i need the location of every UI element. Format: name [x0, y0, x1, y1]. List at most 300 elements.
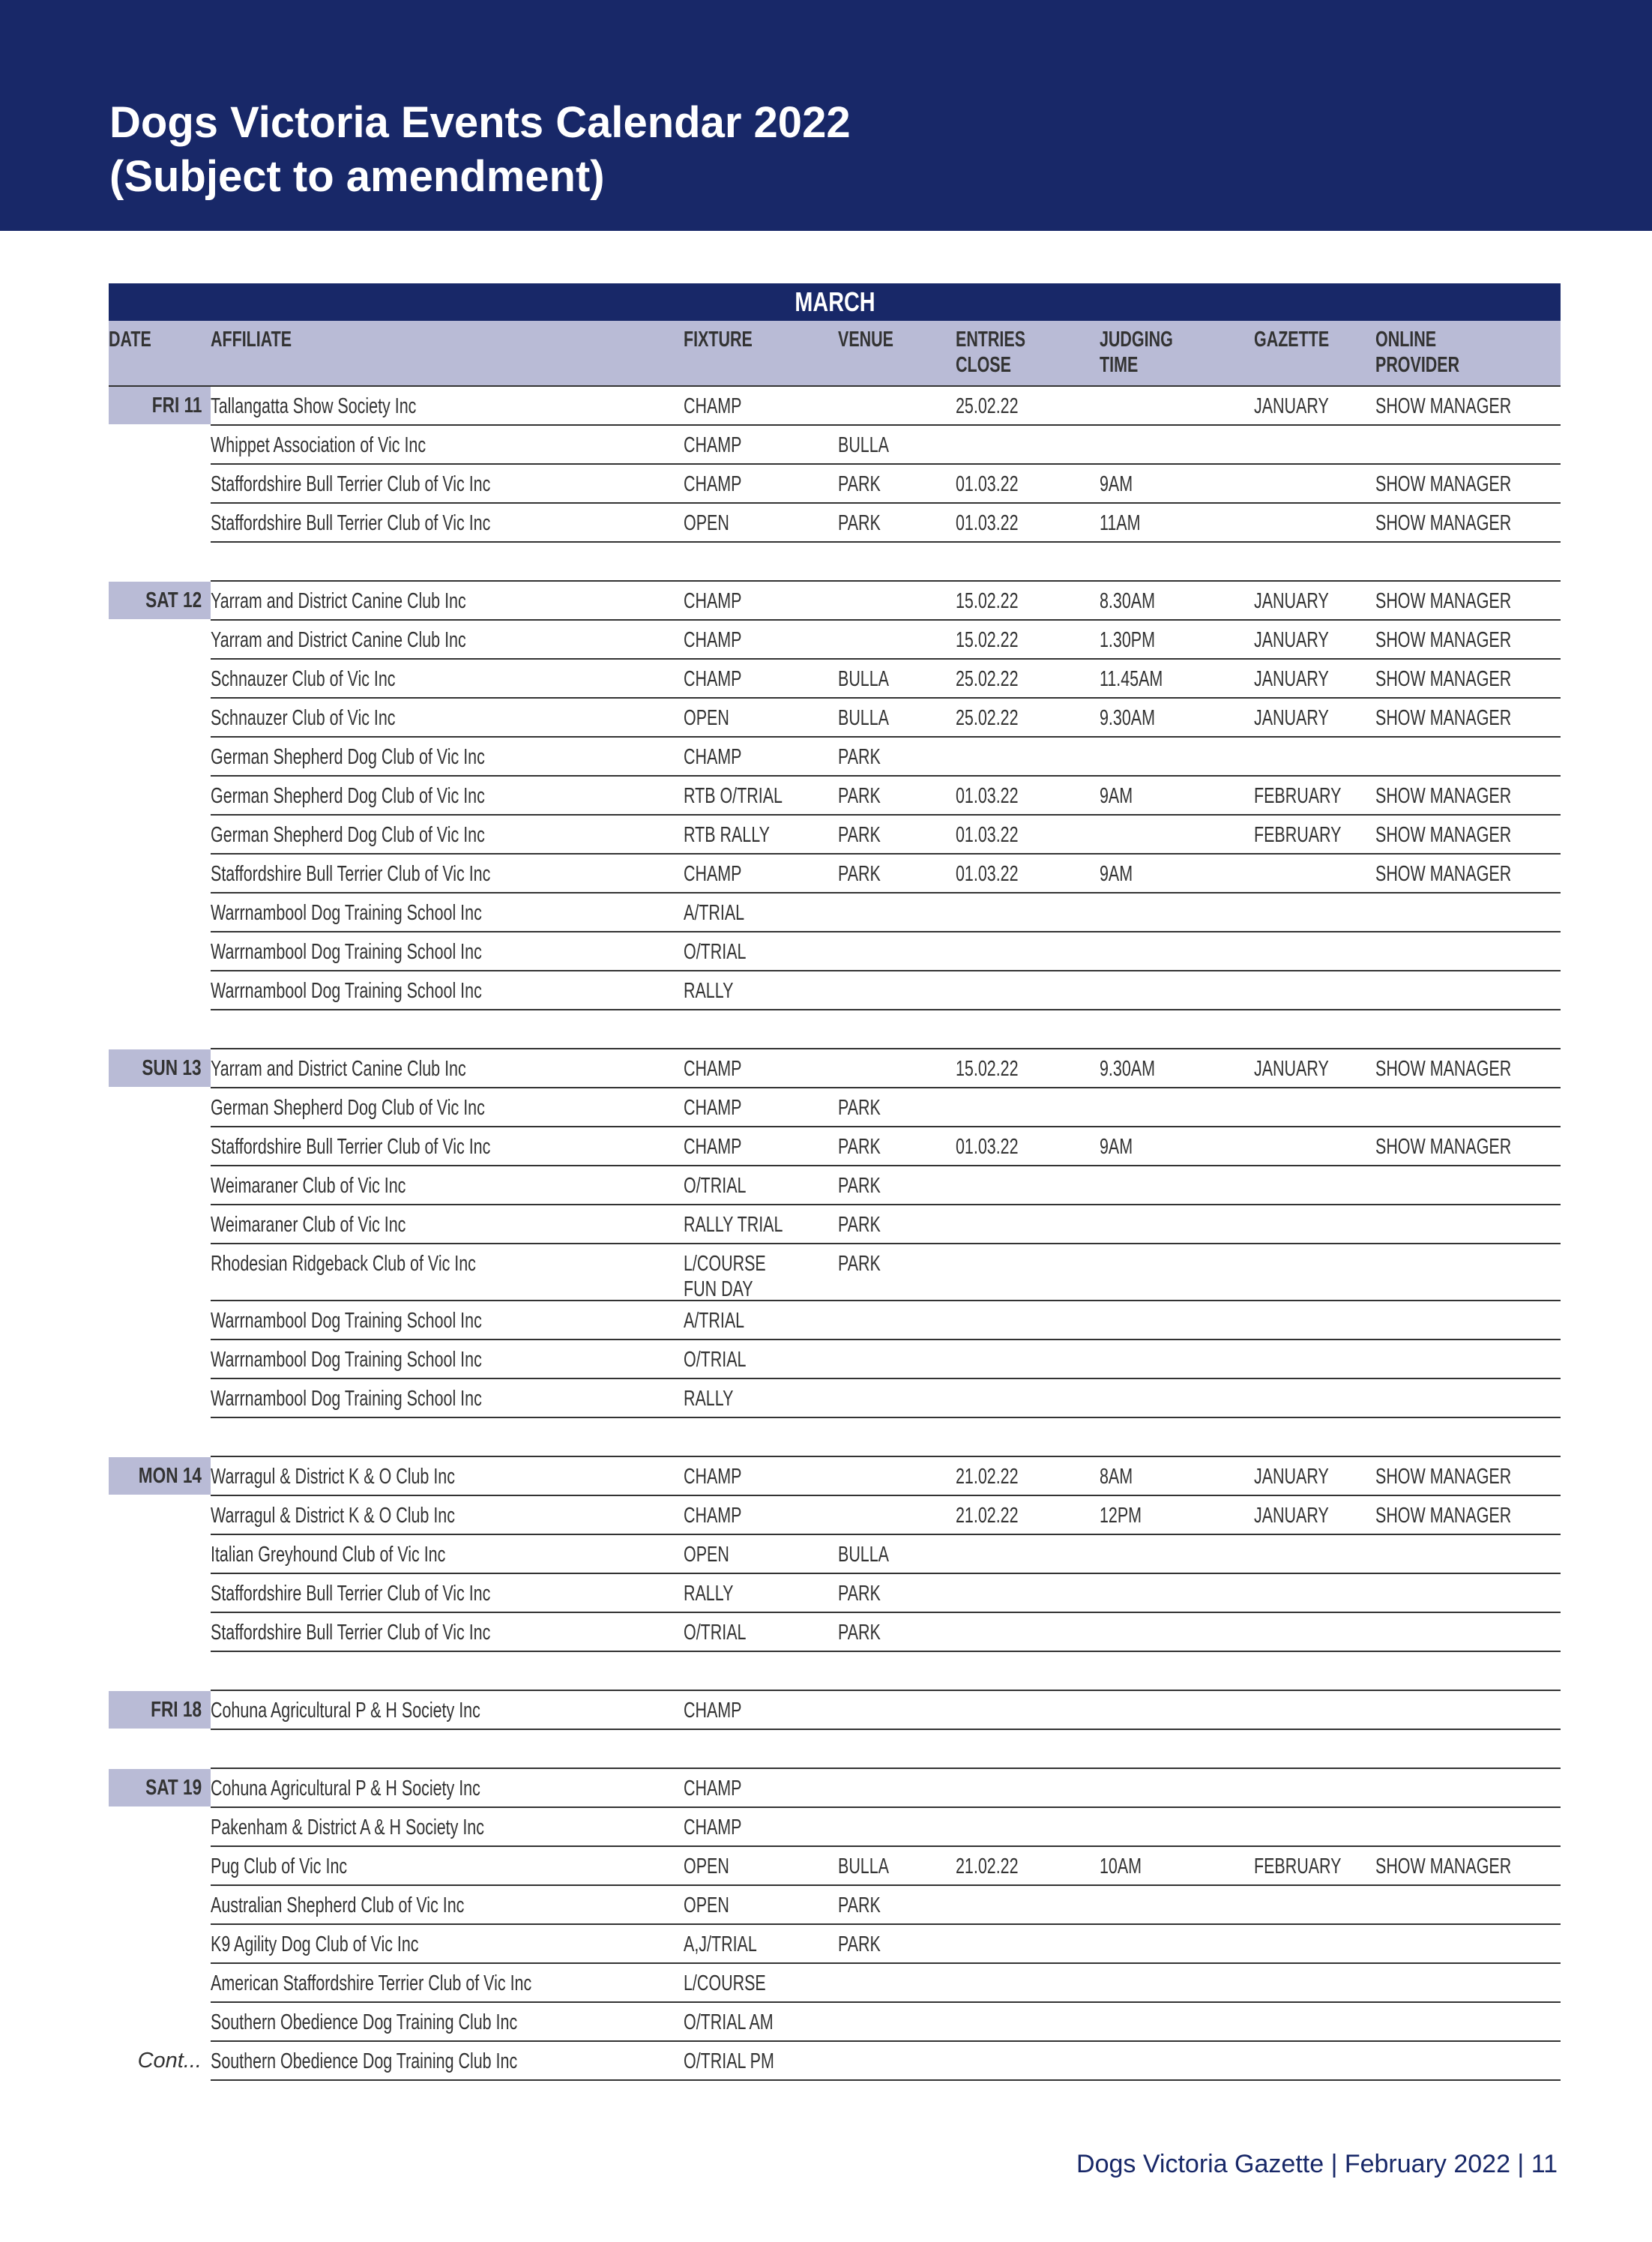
date-label: FRI 18: [151, 1698, 202, 1722]
online-provider-cell: [1375, 588, 1559, 614]
fixture-cell: [684, 1464, 762, 1489]
divider: [211, 541, 1561, 543]
fixture-cell: [684, 510, 745, 536]
gazette-text: GAZETTE: [1254, 328, 1330, 352]
fixture-text: O/TRIAL PM: [684, 2049, 774, 2073]
entries-close-text: 01.03.22: [956, 1135, 1019, 1159]
venue-text: PARK: [838, 1252, 881, 1276]
online-provider-cell: [1375, 1464, 1559, 1489]
affiliate-text: Warrnambool Dog Training School Inc: [211, 901, 482, 925]
date-badge: [109, 582, 211, 619]
affiliate-cell: [211, 588, 555, 614]
fixture-text: RALLY: [684, 1387, 734, 1411]
affiliate-text: Pug Club of Vic Inc: [211, 1854, 348, 1878]
fixture-text: O/TRIAL: [684, 940, 747, 964]
venue-cell: [838, 666, 907, 692]
fixture-cell: [684, 1173, 768, 1199]
fixture-text: OPEN: [684, 1854, 729, 1878]
affiliate-cell: [211, 1212, 474, 1238]
fixture-text: CHAMP: [684, 628, 742, 652]
table-row: [109, 504, 1561, 543]
month-label: MARCH: [794, 286, 875, 317]
gazette-text: JANUARY: [1254, 667, 1329, 691]
affiliate-cell: [211, 394, 489, 419]
affiliate-text: AFFILIATE: [211, 328, 292, 352]
online-provider-cell: [1375, 1134, 1559, 1160]
affiliate-text: German Shepherd Dog Club of Vic Inc: [211, 745, 485, 769]
affiliate-text: Warrnambool Dog Training School Inc: [211, 1348, 482, 1372]
gazette-text: JANUARY: [1254, 394, 1329, 418]
judging-time-text: 11AM: [1100, 511, 1141, 535]
fixture-cell: [684, 822, 800, 848]
table-row: [109, 1340, 1561, 1379]
judging-time-text: 9.30AM: [1100, 1057, 1155, 1081]
table-row: [109, 777, 1561, 816]
group-spacer: [109, 543, 1561, 582]
fixture-text: FIXTURE: [684, 328, 753, 352]
affiliate-text: Cohuna Agricultural P & H Society Inc: [211, 1777, 480, 1800]
judging-time-text: 9.30AM: [1100, 706, 1155, 730]
gazette-cell: [1254, 822, 1372, 848]
affiliate-text: K9 Agility Dog Club of Vic Inc: [211, 1932, 419, 1956]
venue-text: PARK: [838, 745, 881, 769]
judging-time-cell: [1100, 627, 1175, 653]
date-badge: [109, 1049, 211, 1087]
affiliate-cell: [211, 744, 581, 770]
date-label: MON 14: [138, 1464, 202, 1488]
online-provider-text: SHOW MANAGER: [1375, 1135, 1512, 1159]
affiliate-text: Whippet Association of Vic Inc: [211, 433, 426, 457]
fixture-cell: [684, 1347, 768, 1372]
venue-cell: [838, 1095, 896, 1121]
table-row: [109, 1205, 1561, 1244]
online-provider-cell: [1375, 394, 1559, 419]
fixture-cell: [684, 1971, 795, 1996]
divider: [211, 2079, 1561, 2081]
entries-close-cell: [956, 861, 1040, 887]
venue-cell: [838, 1212, 896, 1238]
fixture-cell: [684, 1542, 745, 1567]
fixture-text: L/COURSE FUN DAY: [684, 1252, 766, 1301]
table-row: [109, 816, 1561, 855]
gazette-text: JANUARY: [1254, 589, 1329, 613]
table-row: [109, 1244, 1561, 1301]
judging-time-cell: [1100, 705, 1175, 731]
fixture-cell: [684, 978, 751, 1004]
affiliate-text: American Staffordshire Terrier Club of Vic Inc: [211, 1971, 532, 1995]
judging-time-cell: [1100, 327, 1199, 378]
events-table: [109, 283, 1561, 2081]
judging-time-text: 8AM: [1100, 1465, 1133, 1489]
fixture-text: OPEN: [684, 1893, 729, 1917]
fixture-cell: [684, 433, 762, 458]
affiliate-cell: [211, 1971, 645, 1996]
affiliate-text: Weimaraner Club of Vic Inc: [211, 1213, 406, 1237]
entries-close-text: 15.02.22: [956, 589, 1019, 613]
affiliate-cell: [211, 433, 501, 458]
affiliate-text: Schnauzer Club of Vic Inc: [211, 706, 396, 730]
judging-time-text: 12PM: [1100, 1504, 1142, 1528]
fixture-cell: [684, 1134, 762, 1160]
online-provider-text: SHOW MANAGER: [1375, 394, 1512, 418]
affiliate-text: German Shepherd Dog Club of Vic Inc: [211, 784, 485, 808]
group-spacer: [109, 1418, 1561, 1457]
entries-close-cell: [956, 510, 1040, 536]
fixture-text: O/TRIAL AM: [684, 2010, 774, 2034]
affiliate-text: Staffordshire Bull Terrier Club of Vic Inc: [211, 511, 491, 535]
date-badge: [109, 1457, 211, 1495]
affiliate-cell: [211, 510, 589, 536]
affiliate-cell: [211, 705, 460, 731]
affiliate-text: Yarram and District Canine Club Inc: [211, 1057, 466, 1081]
affiliate-text: Staffordshire Bull Terrier Club of Vic Inc: [211, 862, 491, 886]
affiliate-text: Australian Shepherd Club of Vic Inc: [211, 1893, 465, 1917]
fixture-text: CHAMP: [684, 1057, 742, 1081]
venue-text: BULLA: [838, 1854, 889, 1878]
judging-time-text: 9AM: [1100, 1135, 1133, 1159]
fixture-text: CHAMP: [684, 1815, 742, 1839]
fixture-cell: [684, 1854, 745, 1879]
table-row: [109, 426, 1561, 465]
venue-cell: [838, 1542, 907, 1567]
table-row: [109, 1535, 1561, 1574]
fixture-cell: [684, 1932, 783, 1957]
table-row: [109, 465, 1561, 504]
fixture-cell: [684, 327, 777, 352]
venue-cell: [838, 1251, 896, 1277]
fixture-text: CHAMP: [684, 1504, 742, 1528]
fixture-cell: [684, 900, 766, 926]
fixture-text: OPEN: [684, 706, 729, 730]
venue-cell: [838, 861, 896, 887]
venue-text: PARK: [838, 511, 881, 535]
affiliate-cell: [211, 666, 460, 692]
affiliate-cell: [211, 939, 577, 965]
online-provider-cell: [1375, 1056, 1559, 1082]
table-row: [109, 1127, 1561, 1166]
affiliate-text: Staffordshire Bull Terrier Club of Vic Inc: [211, 1621, 491, 1645]
fixture-text: RALLY: [684, 979, 734, 1003]
online-provider-text: SHOW MANAGER: [1375, 628, 1512, 652]
gazette-cell: [1254, 783, 1372, 809]
page-title: [109, 96, 851, 204]
affiliate-cell: [211, 1056, 555, 1082]
title-line-2: (Subject to amendment): [109, 152, 605, 201]
online-provider-text: SHOW MANAGER: [1375, 784, 1512, 808]
affiliate-text: Yarram and District Canine Club Inc: [211, 628, 466, 652]
table-row: [109, 855, 1561, 894]
fixture-text: O/TRIAL: [684, 1621, 747, 1645]
date-badge: [109, 1691, 211, 1729]
venue-cell: [838, 1620, 896, 1645]
online-provider-text: SHOW MANAGER: [1375, 1854, 1512, 1878]
affiliate-cell: [211, 1815, 580, 1840]
affiliate-cell: [211, 861, 589, 887]
affiliate-cell: [211, 900, 577, 926]
online-provider-text: SHOW MANAGER: [1375, 1465, 1512, 1489]
gazette-text: FEBRUARY: [1254, 1854, 1342, 1878]
gazette-text: FEBRUARY: [1254, 784, 1342, 808]
venue-cell: [838, 822, 896, 848]
venue-text: BULLA: [838, 433, 889, 457]
fixture-cell: [684, 1212, 818, 1238]
fixture-text: OPEN: [684, 511, 729, 535]
affiliate-cell: [211, 1581, 589, 1606]
fixture-text: CHAMP: [684, 862, 742, 886]
venue-cell: [838, 471, 896, 497]
online-provider-text: SHOW MANAGER: [1375, 823, 1512, 847]
table-row: [109, 1379, 1561, 1418]
entries-close-cell: [956, 822, 1040, 848]
venue-text: VENUE: [838, 328, 893, 352]
fixture-cell: [684, 1776, 762, 1801]
venue-text: PARK: [838, 823, 881, 847]
affiliate-cell: [211, 327, 320, 352]
entries-close-text: ENTRIES CLOSE: [956, 328, 1026, 377]
online-provider-cell: [1375, 510, 1559, 536]
affiliate-text: Warrnambool Dog Training School Inc: [211, 1387, 482, 1411]
affiliate-cell: [211, 1542, 528, 1567]
entries-close-cell: [956, 666, 1040, 692]
venue-text: BULLA: [838, 706, 889, 730]
divider: [211, 1048, 1561, 1049]
affiliate-text: Cohuna Agricultural P & H Society Inc: [211, 1699, 480, 1723]
online-provider-text: SHOW MANAGER: [1375, 1504, 1512, 1528]
fixture-text: A,J/TRIAL: [684, 1932, 757, 1956]
affiliate-text: Warrnambool Dog Training School Inc: [211, 940, 482, 964]
date-label: SUN 13: [142, 1056, 202, 1080]
fixture-text: RTB O/TRIAL: [684, 784, 783, 808]
fixture-cell: [684, 588, 762, 614]
affiliate-text: Schnauzer Club of Vic Inc: [211, 667, 396, 691]
table-row: [109, 932, 1561, 971]
affiliate-cell: [211, 1776, 575, 1801]
table-row: [109, 1925, 1561, 1964]
judging-time-cell: [1100, 510, 1155, 536]
fixture-text: CHAMP: [684, 589, 742, 613]
venue-cell: [838, 783, 896, 809]
affiliate-text: Pakenham & District A & H Society Inc: [211, 1815, 484, 1839]
affiliate-text: Staffordshire Bull Terrier Club of Vic Inc: [211, 472, 491, 496]
table-row: [109, 660, 1561, 699]
affiliate-text: Italian Greyhound Club of Vic Inc: [211, 1543, 446, 1567]
entries-close-cell: [956, 1854, 1040, 1879]
fixture-text: CHAMP: [684, 1777, 742, 1800]
affiliate-text: Rhodesian Ridgeback Club of Vic Inc: [211, 1252, 476, 1276]
date-label: FRI 11: [151, 394, 202, 418]
entries-close-text: 21.02.22: [956, 1465, 1019, 1489]
table-row: [109, 1886, 1561, 1925]
affiliate-text: Warrnambool Dog Training School Inc: [211, 979, 482, 1003]
judging-time-text: 9AM: [1100, 862, 1133, 886]
table-row: [109, 1808, 1561, 1847]
venue-cell: [838, 1932, 896, 1957]
venue-cell: [838, 510, 896, 536]
venue-text: BULLA: [838, 1543, 889, 1567]
judging-time-text: JUDGING TIME: [1100, 328, 1173, 377]
fixture-text: CHAMP: [684, 1699, 742, 1723]
affiliate-cell: [211, 1854, 395, 1879]
entries-close-cell: [956, 394, 1040, 419]
table-row: [109, 894, 1561, 932]
venue-cell: [838, 1173, 896, 1199]
table-row: [109, 1166, 1561, 1205]
venue-text: PARK: [838, 1893, 881, 1917]
affiliate-cell: [211, 1503, 540, 1528]
date-label: SAT 19: [145, 1776, 202, 1800]
fixture-cell: [684, 471, 762, 497]
affiliate-cell: [211, 1347, 577, 1372]
fixture-cell: [684, 1386, 751, 1411]
table-body: [109, 387, 1561, 2081]
entries-close-text: 25.02.22: [956, 394, 1019, 418]
gazette-cell: [1254, 1056, 1355, 1082]
table-row: [109, 1613, 1561, 1652]
affiliate-cell: [211, 1173, 474, 1199]
affiliate-cell: [211, 1386, 577, 1411]
online-provider-cell: [1375, 1854, 1559, 1879]
affiliate-cell: [211, 1308, 577, 1334]
judging-time-text: 11.45AM: [1100, 667, 1163, 691]
venue-cell: [838, 1854, 907, 1879]
venue-text: PARK: [838, 862, 881, 886]
fixture-text: RALLY: [684, 1582, 734, 1606]
month-header: [109, 283, 1561, 321]
gazette-cell: [1254, 394, 1355, 419]
gazette-cell: [1254, 1503, 1355, 1528]
affiliate-text: German Shepherd Dog Club of Vic Inc: [211, 1096, 485, 1120]
group-spacer: [109, 1652, 1561, 1691]
entries-close-cell: [956, 1503, 1040, 1528]
judging-time-cell: [1100, 666, 1185, 692]
divider: [211, 1417, 1561, 1418]
gazette-cell: [1254, 1464, 1355, 1489]
fixture-cell: [684, 2049, 806, 2074]
divider: [211, 1456, 1561, 1457]
divider: [211, 1651, 1561, 1652]
online-provider-cell: [1375, 1503, 1559, 1528]
gazette-text: JANUARY: [1254, 706, 1329, 730]
venue-cell: [838, 1893, 896, 1918]
date-text: DATE: [109, 328, 151, 352]
page-footer: Dogs Victoria Gazette | February 2022 | 11: [1076, 2150, 1558, 2178]
date-cell: [109, 327, 166, 352]
fixture-cell: [684, 939, 768, 965]
table-row: [109, 387, 1561, 426]
entries-close-text: 01.03.22: [956, 511, 1019, 535]
venue-text: PARK: [838, 1213, 881, 1237]
gazette-cell: [1254, 666, 1355, 692]
table-row: [109, 621, 1561, 660]
fixture-cell: [684, 744, 762, 770]
table-row: [109, 1574, 1561, 1613]
judging-time-cell: [1100, 1503, 1157, 1528]
fixture-cell: [684, 666, 762, 692]
affiliate-text: Southern Obedience Dog Training Club Inc: [211, 2049, 518, 2073]
fixture-text: RALLY TRIAL: [684, 1213, 783, 1237]
judging-time-cell: [1100, 1134, 1145, 1160]
gazette-text: FEBRUARY: [1254, 823, 1342, 847]
date-label: SAT 12: [145, 588, 202, 612]
table-row: [109, 1496, 1561, 1535]
venue-cell: [838, 744, 896, 770]
affiliate-text: Yarram and District Canine Club Inc: [211, 589, 466, 613]
online-provider-text: SHOW MANAGER: [1375, 1057, 1512, 1081]
entries-close-text: 01.03.22: [956, 862, 1019, 886]
judging-time-cell: [1100, 588, 1175, 614]
online-provider-cell: [1375, 327, 1489, 378]
divider: [211, 1009, 1561, 1010]
entries-close-text: 25.02.22: [956, 706, 1019, 730]
fixture-cell: [684, 627, 762, 653]
online-provider-text: SHOW MANAGER: [1375, 862, 1512, 886]
title-line-1: Dogs Victoria Events Calendar 2022: [109, 98, 851, 147]
group-spacer: [109, 1010, 1561, 1049]
venue-text: PARK: [838, 1135, 881, 1159]
fixture-text: CHAMP: [684, 433, 742, 457]
judging-time-cell: [1100, 861, 1145, 887]
online-provider-text: ONLINE PROVIDER: [1375, 328, 1460, 377]
judging-time-cell: [1100, 1056, 1175, 1082]
fixture-text: L/COURSE: [684, 1971, 766, 1995]
entries-close-cell: [956, 327, 1050, 378]
fixture-cell: [684, 1503, 762, 1528]
gazette-text: JANUARY: [1254, 1057, 1329, 1081]
gazette-cell: [1254, 1854, 1372, 1879]
entries-close-cell: [956, 627, 1040, 653]
gazette-text: JANUARY: [1254, 1465, 1329, 1489]
fixture-cell: [684, 861, 762, 887]
fixture-text: RTB RALLY: [684, 823, 770, 847]
entries-close-cell: [956, 588, 1040, 614]
venue-text: PARK: [838, 1096, 881, 1120]
affiliate-text: Tallangatta Show Society Inc: [211, 394, 417, 418]
fixture-cell: [684, 705, 745, 731]
judging-time-text: 1.30PM: [1100, 628, 1155, 652]
fixture-text: OPEN: [684, 1543, 729, 1567]
judging-time-text: 8.30AM: [1100, 589, 1155, 613]
table-row: [109, 1457, 1561, 1496]
venue-text: PARK: [838, 1174, 881, 1198]
divider: [211, 385, 1561, 387]
online-provider-cell: [1375, 627, 1559, 653]
divider: [211, 1690, 1561, 1691]
table-row: [109, 1769, 1561, 1808]
entries-close-text: 21.02.22: [956, 1854, 1019, 1878]
entries-close-text: 25.02.22: [956, 667, 1019, 691]
venue-text: PARK: [838, 1932, 881, 1956]
venue-text: PARK: [838, 1621, 881, 1645]
affiliate-cell: [211, 1134, 589, 1160]
online-provider-cell: [1375, 783, 1559, 809]
fixture-cell: [684, 1620, 768, 1645]
entries-close-cell: [956, 1056, 1040, 1082]
venue-cell: [838, 1581, 896, 1606]
affiliate-cell: [211, 1095, 581, 1121]
fixture-cell: [684, 1893, 745, 1918]
fixture-cell: [684, 1308, 766, 1334]
fixture-text: CHAMP: [684, 394, 742, 418]
affiliate-cell: [211, 627, 555, 653]
column-headers: [109, 321, 1561, 387]
entries-close-text: 15.02.22: [956, 628, 1019, 652]
table-row: [109, 2042, 1561, 2081]
affiliate-cell: [211, 822, 581, 848]
group-spacer: [109, 1730, 1561, 1769]
venue-text: BULLA: [838, 667, 889, 691]
table-row: [109, 1049, 1561, 1088]
affiliate-cell: [211, 1698, 575, 1723]
